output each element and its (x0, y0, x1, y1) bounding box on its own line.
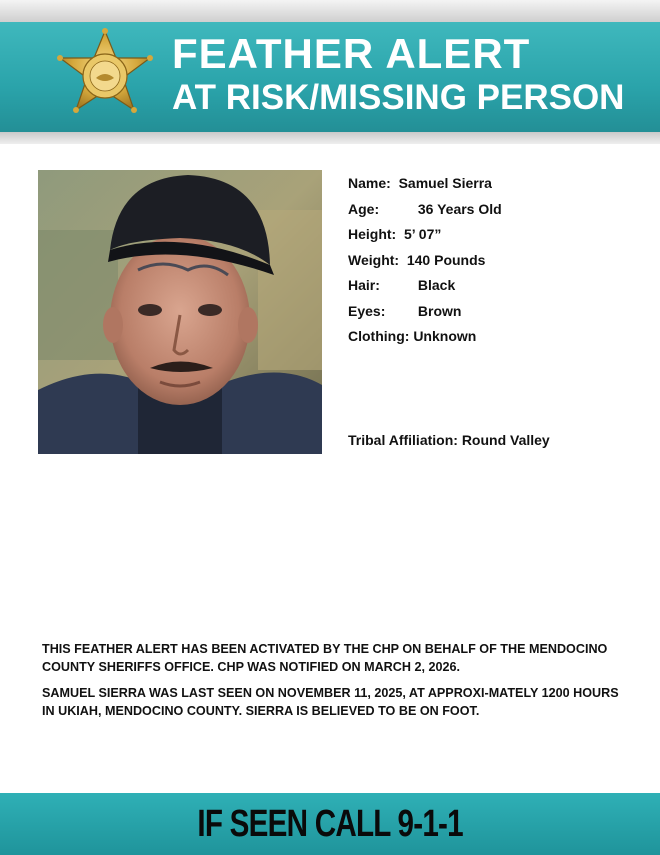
detail-name: Name: Samuel Sierra (348, 175, 492, 191)
detail-weight: Weight: 140 Pounds (348, 251, 486, 268)
detail-hair: Hair: Black (348, 277, 456, 293)
alert-notice (42, 640, 632, 728)
chp-star-badge-icon (55, 28, 155, 128)
notice-paragraph-1: THIS FEATHER ALERT HAS BEEN ACTIVATED BY THE CHP ON BEHALF OF THE MENDOCINO COUNTY SHERIFFS OFFICE. CHP WAS NOTIFIED ON MARCH 2, 2026. (42, 642, 608, 674)
person-details (348, 175, 638, 354)
header-divider (0, 132, 660, 144)
alert-title-line1: FEATHER ALERT (172, 30, 531, 77)
alert-title-line2: AT RISK/MISSING PERSON (172, 78, 625, 117)
alert-title (172, 32, 642, 120)
call-911-banner (0, 793, 660, 855)
detail-clothing: Clothing: Unknown (348, 328, 477, 344)
detail-eyes: Eyes: Brown (348, 302, 462, 319)
tribal-affiliation (348, 432, 550, 448)
call-911-text: IF SEEN CALL 9-1-1 (197, 802, 463, 845)
detail-age: Age: 36 Years Old (348, 200, 502, 217)
notice-paragraph-2: SAMUEL SIERRA WAS LAST SEEN ON NOVEMBER 11, 2025, AT APPROXI-MATELY 1200 HOURS IN UKIAH, MENDOCINO COUNTY. SIERRA IS BELIEVED TO BE ON FOOT. (42, 686, 619, 718)
tribal-affiliation-value: Round Valley (461, 432, 550, 448)
detail-height: Height: 5’ 07” (348, 226, 442, 242)
top-strip (0, 0, 660, 22)
tribal-affiliation-label: Tribal Affiliation: (348, 432, 458, 448)
person-portrait-photo (38, 170, 322, 454)
